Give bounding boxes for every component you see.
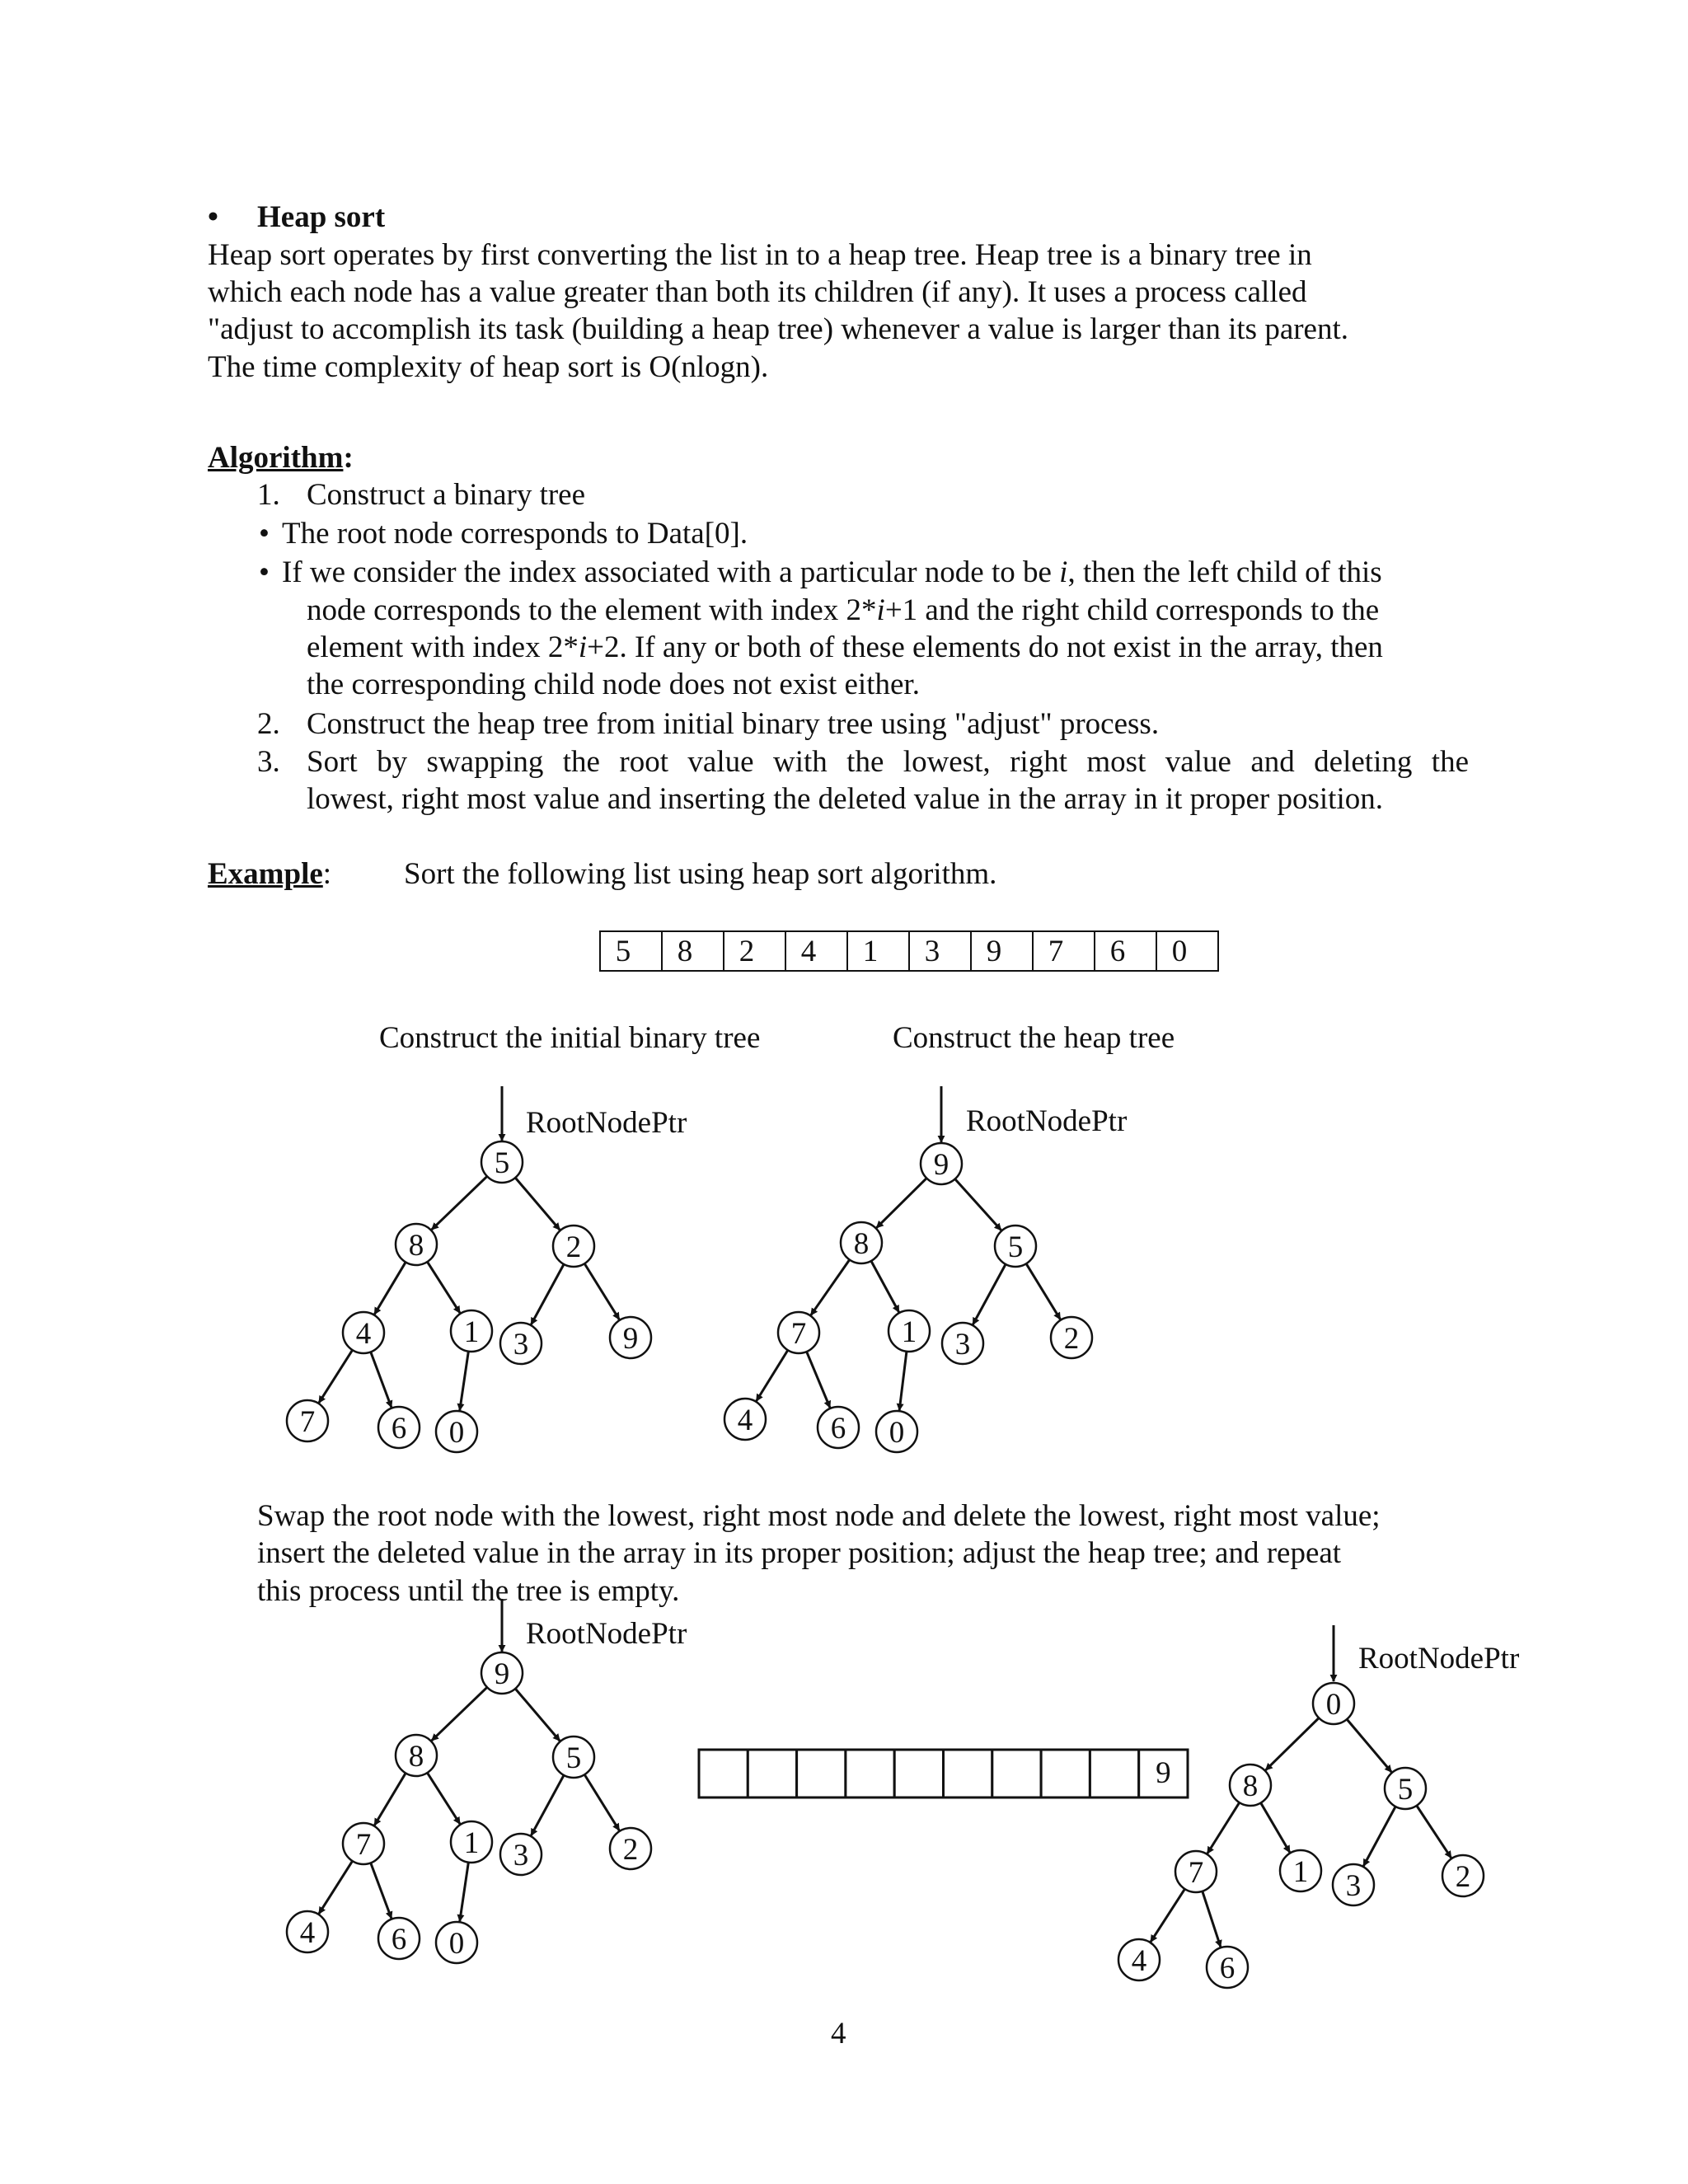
step-1-number: 1. <box>257 478 280 512</box>
swap-tree-before-node-value: 3 <box>513 1839 529 1872</box>
list-array-cell <box>724 931 785 971</box>
index-var: i <box>578 630 588 664</box>
intro-line-3: "adjust to accomplish its task (building a heap tree) whenever a value is larger than its parent. <box>208 312 1349 346</box>
section-title: Heap sort <box>257 200 386 234</box>
sorted-array-cell <box>748 1750 796 1797</box>
swap-tree-before-node-value: 9 <box>494 1657 510 1691</box>
list-array-value: 3 <box>924 935 940 968</box>
step-1-text: Construct a binary tree <box>307 478 586 512</box>
algorithm-label: Algorithm <box>208 441 344 475</box>
example-text: Sort the following list using heap sort algorithm. <box>404 857 997 891</box>
swap-tree-after-edge <box>1347 1719 1391 1772</box>
heap-tree-edge <box>876 1179 926 1228</box>
initial-tree-edge <box>531 1264 564 1324</box>
swap-tree-after-node-value: 1 <box>1292 1855 1309 1889</box>
swap-line-3: this process until the tree is empty. <box>257 1574 680 1608</box>
initial-tree-edge <box>432 1176 487 1230</box>
initial-tree-edge <box>584 1263 619 1319</box>
list-array-cell <box>1095 931 1156 971</box>
heap-tree-node-value: 1 <box>901 1315 917 1349</box>
swap-tree-before-edge <box>432 1687 487 1741</box>
bullet-1-symbol: • <box>259 517 270 551</box>
sorted-array-cell <box>846 1750 894 1797</box>
initial-tree-edge <box>515 1178 560 1230</box>
list-array-value: 0 <box>1171 935 1188 968</box>
heap-tree-node-value: 3 <box>954 1328 971 1361</box>
step-2-text: Construct the heap tree from initial binary tree using "adjust" process. <box>307 707 1160 741</box>
initial-tree-node-value: 3 <box>513 1328 529 1361</box>
example-colon: : <box>322 857 332 891</box>
heap-tree-node-value: 0 <box>889 1416 905 1450</box>
swap-tree-after-node-value: 5 <box>1397 1773 1414 1807</box>
step-2-number: 2. <box>257 707 280 741</box>
bullet-2-line-1-post: , then the left child of this <box>1067 555 1382 589</box>
index-var: i <box>1059 555 1068 589</box>
sorted-array-cell <box>894 1750 943 1797</box>
initial-tree-edge <box>460 1352 469 1411</box>
initial-tree-node-value: 4 <box>355 1317 372 1351</box>
initial-tree-node-value: 6 <box>391 1412 407 1446</box>
swap-tree-before-node-value: 4 <box>299 1916 316 1950</box>
heap-tree-edge <box>807 1352 830 1408</box>
bullet-1-text: The root node corresponds to Data[0]. <box>282 517 748 551</box>
swap-tree-after-edge <box>1207 1802 1240 1854</box>
page-number: 4 <box>831 2017 846 2050</box>
swap-tree-after-edge <box>1203 1891 1221 1947</box>
swap-tree-before-edge <box>515 1689 560 1741</box>
list-array-cell <box>785 931 847 971</box>
list-array-value: 7 <box>1048 935 1064 968</box>
swap-tree-after-edge <box>1261 1803 1290 1853</box>
list-array-cell <box>1033 931 1095 971</box>
heap-tree-edge <box>899 1352 907 1410</box>
bullet-2-line-1-pre: If we consider the index associated with a particular node to be <box>282 555 1060 589</box>
heap-tree-node-value: 9 <box>933 1148 950 1182</box>
swap-tree-after-node-value: 8 <box>1242 1769 1259 1803</box>
list-array-cell <box>971 931 1033 971</box>
sorted-array-cell <box>944 1750 992 1797</box>
list-array-value: 6 <box>1109 935 1126 968</box>
initial-tree-edge <box>427 1262 460 1313</box>
swap-tree-before-node-value: 7 <box>355 1828 372 1862</box>
swap-tree-after-root-label: RootNodePtr <box>1358 1642 1520 1675</box>
swap-tree-after-node-value: 2 <box>1455 1860 1471 1894</box>
list-array-value: 4 <box>800 935 817 968</box>
bullet-2-line-2-post: +1 and the right child corresponds to the <box>884 593 1380 627</box>
swap-tree-before-edge <box>371 1863 392 1918</box>
bullet-2-line-3-pre: element with index 2* <box>307 630 579 664</box>
bullet-2-symbol: • <box>259 555 270 589</box>
swap-tree-before-edge <box>531 1775 564 1835</box>
swap-tree-before-node-value: 6 <box>391 1923 407 1957</box>
heap-tree-edge <box>1026 1263 1060 1319</box>
swap-tree-before-edge <box>319 1861 353 1914</box>
swap-tree-after-edge <box>1417 1806 1451 1858</box>
list-array-value: 1 <box>862 935 879 968</box>
heap-tree-edge <box>955 1179 1001 1230</box>
swap-tree-after-node-value: 3 <box>1345 1869 1362 1903</box>
heap-tree-edge <box>811 1260 850 1315</box>
swap-tree-before-node-value: 0 <box>448 1927 465 1961</box>
step-3-line-1: Sort by swapping the root value with the lowest, right most value and deleting the <box>307 745 1469 779</box>
list-array-value: 5 <box>615 935 631 968</box>
list-array-cell <box>600 931 662 971</box>
sorted-array-cell <box>699 1750 748 1797</box>
heap-tree-node-value: 7 <box>790 1317 807 1351</box>
heap-tree-node-value: 2 <box>1063 1322 1080 1356</box>
sorted-array-cell <box>1090 1750 1138 1797</box>
swap-tree-after-edge <box>1266 1718 1320 1770</box>
swap-tree-before-node-value: 1 <box>463 1826 480 1860</box>
list-array-cell <box>909 931 971 971</box>
step-3-line-2: lowest, right most value and inserting the deleted value in the array in it proper position. <box>307 782 1383 816</box>
initial-tree-node-value: 8 <box>408 1229 424 1263</box>
swap-line-1: Swap the root node with the lowest, right most node and delete the lowest, right most value; <box>257 1499 1381 1533</box>
intro-line-4: The time complexity of heap sort is O(nlogn). <box>208 350 769 384</box>
initial-tree-root-label: RootNodePtr <box>526 1106 687 1140</box>
initial-tree-node-value: 1 <box>463 1315 480 1349</box>
heap-tree-node-value: 5 <box>1007 1230 1024 1264</box>
sorted-array-cell <box>1041 1750 1090 1797</box>
heap-tree-node-value: 8 <box>853 1227 870 1261</box>
bullet-2-line-2-pre: node corresponds to the element with index 2* <box>307 593 877 627</box>
heap-tree-node-value: 6 <box>830 1412 846 1446</box>
swap-tree-after-node-value: 0 <box>1325 1688 1342 1722</box>
sorted-array-value: 9 <box>1156 1756 1171 1790</box>
initial-tree-edge <box>371 1352 392 1407</box>
swap-tree-before-node-value: 2 <box>622 1833 639 1867</box>
caption-heap-tree: Construct the heap tree <box>893 1021 1175 1055</box>
swap-tree-before-root-label: RootNodePtr <box>526 1617 687 1651</box>
initial-tree-node-value: 5 <box>494 1146 510 1180</box>
bullet-2-line-4: the corresponding child node does not exist either. <box>307 668 920 701</box>
swap-tree-before-node-value: 8 <box>408 1740 424 1774</box>
swap-tree-after-edge <box>1151 1889 1184 1942</box>
list-array-cell <box>847 931 909 971</box>
list-array-cell <box>662 931 724 971</box>
swap-tree-after-edge <box>1363 1807 1395 1866</box>
sorted-array-cell <box>992 1750 1041 1797</box>
heap-tree-edge <box>757 1350 788 1401</box>
swap-tree-before-edge <box>584 1774 619 1830</box>
initial-tree-node-value: 9 <box>622 1322 639 1356</box>
caption-initial-tree: Construct the initial binary tree <box>379 1021 761 1055</box>
swap-line-2: insert the deleted value in the array in its proper position; adjust the heap tree; and repeat <box>257 1536 1342 1570</box>
list-array-cell <box>1156 931 1218 971</box>
initial-tree-node-value: 7 <box>299 1405 316 1439</box>
initial-tree-node-value: 2 <box>565 1230 582 1264</box>
example-label: Example <box>208 857 323 891</box>
heap-tree-edge <box>871 1261 899 1312</box>
initial-tree-edge <box>374 1262 406 1314</box>
swap-tree-after-node-value: 7 <box>1188 1856 1204 1890</box>
sorted-array-cell <box>797 1750 846 1797</box>
list-array-value: 9 <box>986 935 1002 968</box>
step-3-number: 3. <box>257 745 280 779</box>
index-var: i <box>876 593 885 627</box>
heading-bullet: • <box>208 200 218 234</box>
initial-tree-edge <box>319 1350 353 1403</box>
heap-tree-root-label: RootNodePtr <box>966 1104 1128 1138</box>
heap-tree-node-value: 4 <box>737 1404 753 1437</box>
swap-tree-before-edge <box>427 1773 460 1824</box>
algorithm-colon: : <box>343 441 354 475</box>
swap-tree-after-node-value: 4 <box>1131 1944 1147 1978</box>
initial-tree-node-value: 0 <box>448 1416 465 1450</box>
swap-tree-after-node-value: 6 <box>1219 1952 1236 1985</box>
intro-line-1: Heap sort operates by first converting the list in to a heap tree. Heap tree is a binary tree in <box>208 238 1312 272</box>
swap-tree-before-node-value: 5 <box>565 1741 582 1775</box>
list-array-value: 8 <box>677 935 693 968</box>
bullet-2-line-3-post: +2. If any or both of these elements do not exist in the array, then <box>587 630 1383 664</box>
intro-line-2: which each node has a value greater than both its children (if any). It uses a process called <box>208 275 1307 309</box>
list-array-value: 2 <box>738 935 755 968</box>
swap-tree-before-edge <box>460 1863 469 1922</box>
swap-tree-before-edge <box>374 1773 406 1825</box>
heap-tree-edge <box>973 1264 1006 1324</box>
